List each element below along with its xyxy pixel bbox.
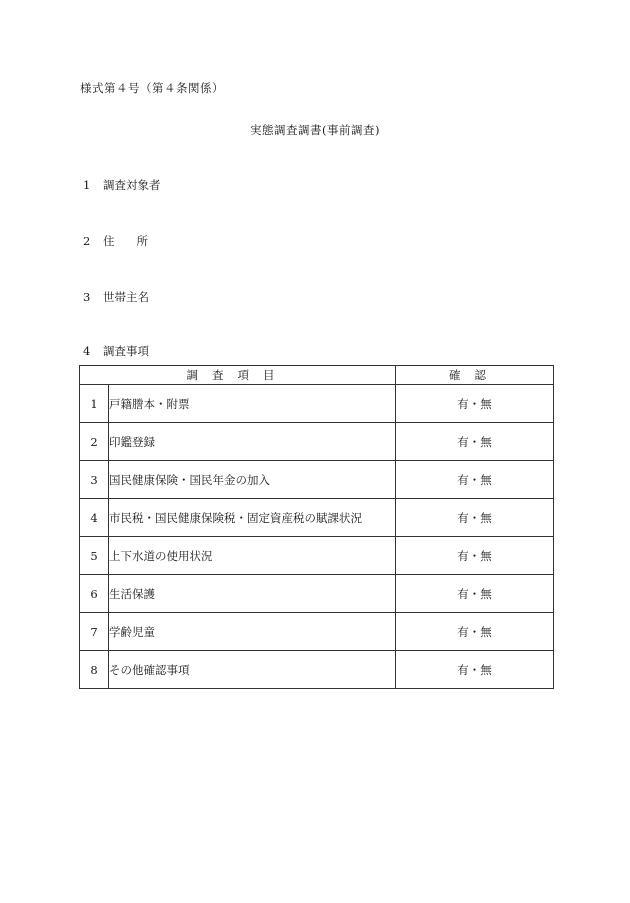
table-row: [80, 499, 554, 537]
row-confirm: 有・無: [396, 651, 554, 689]
section-number: 4: [83, 344, 91, 358]
section-label: 調査事項: [103, 344, 149, 358]
row-number: 6: [80, 575, 109, 613]
section-survey-subject: [83, 177, 161, 193]
row-number: 2: [80, 423, 109, 461]
table-row: [80, 461, 554, 499]
row-item: その他確認事項: [109, 651, 396, 689]
row-confirm: 有・無: [396, 385, 554, 423]
table-row: [80, 575, 554, 613]
row-confirm: 有・無: [396, 423, 554, 461]
row-number: 3: [80, 461, 109, 499]
header-survey-item: 調査項目: [80, 366, 396, 385]
table-header-row: [80, 366, 554, 385]
section-number: 1: [83, 178, 91, 192]
section-address: [83, 233, 170, 249]
row-item: 上下水道の使用状況: [109, 537, 396, 575]
row-item: 戸籍謄本・附票: [109, 385, 396, 423]
row-confirm: 有・無: [396, 461, 554, 499]
row-number: 1: [80, 385, 109, 423]
row-number: 8: [80, 651, 109, 689]
row-number: 5: [80, 537, 109, 575]
table-row: [80, 385, 554, 423]
table-row: [80, 423, 554, 461]
section-household-head: [83, 289, 149, 305]
form-number: 様式第４号（第４条関係）: [80, 81, 224, 95]
row-confirm: 有・無: [396, 575, 554, 613]
row-number: 7: [80, 613, 109, 651]
section-label: 住所: [103, 234, 170, 248]
document-title: 実態調査調書(事前調査): [250, 123, 380, 137]
table-row: [80, 613, 554, 651]
row-confirm: 有・無: [396, 537, 554, 575]
section-survey-items: [83, 343, 149, 359]
row-item: 学齢児童: [109, 613, 396, 651]
row-item: 市民税・国民健康保険税・固定資産税の賦課状況: [109, 499, 396, 537]
section-label: 世帯主名: [103, 290, 149, 304]
section-label: 調査対象者: [103, 178, 161, 192]
row-confirm: 有・無: [396, 613, 554, 651]
section-number: 3: [83, 290, 91, 304]
section-number: 2: [83, 234, 91, 248]
table-row: [80, 537, 554, 575]
row-item: 国民健康保険・国民年金の加入: [109, 461, 396, 499]
row-item: 生活保護: [109, 575, 396, 613]
table-row: [80, 651, 554, 689]
row-number: 4: [80, 499, 109, 537]
row-confirm: 有・無: [396, 499, 554, 537]
survey-items-table: [79, 365, 554, 689]
row-item: 印鑑登録: [109, 423, 396, 461]
header-confirmation: 確認: [396, 366, 554, 385]
